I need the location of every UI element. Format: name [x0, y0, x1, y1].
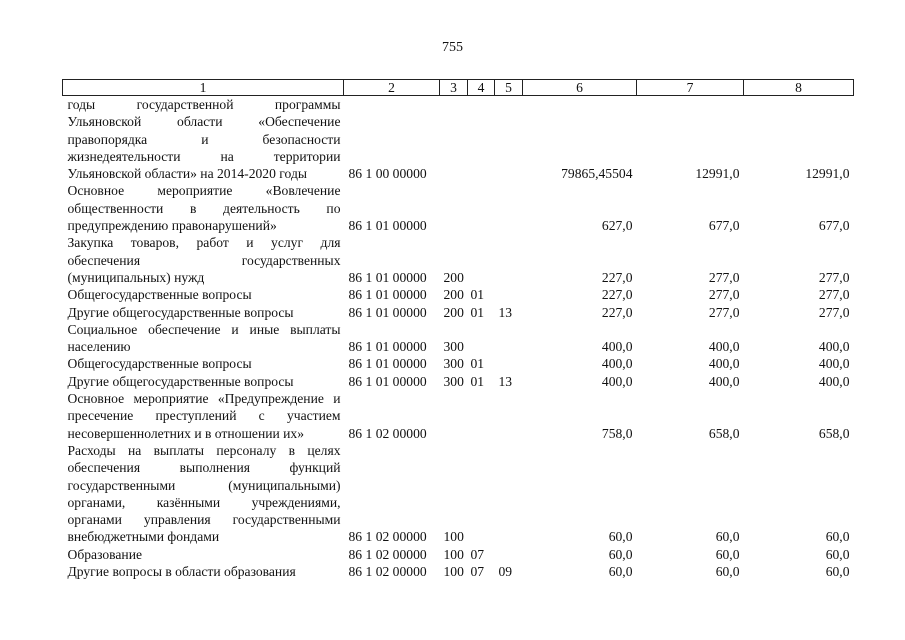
row-subsection	[495, 234, 523, 286]
row-name: Расходы на выплаты персоналу в целях обеспечения выполнения функций государственными (муниципальными) органами, казёнными учреждениями, органами управления государственными внебюджетными фондами	[67, 442, 341, 545]
row-subsection: 13	[498, 304, 513, 320]
row-amount-col8: 277,0	[818, 287, 850, 303]
page-number: 755	[442, 40, 463, 55]
row-name: Общегосударственные вопросы	[67, 356, 252, 372]
table-row	[63, 390, 854, 442]
row-section: 07	[470, 564, 485, 580]
row-amount-col7: 277,0	[708, 287, 740, 303]
row-amount-col7: 12991,0	[695, 166, 740, 182]
table-row	[63, 182, 854, 234]
row-target-code: 86 1 02 00000	[348, 546, 427, 562]
row-amount-col6: 400,0	[601, 339, 633, 355]
row-subsection: 13	[498, 373, 513, 389]
row-target-code: 86 1 01 00000	[348, 287, 427, 303]
row-amount-col6: 627,0	[601, 218, 633, 234]
row-expense-type: 300	[443, 339, 464, 355]
table-row	[63, 546, 854, 563]
row-section: 01	[470, 356, 485, 372]
row-subsection	[495, 355, 523, 372]
row-amount-col6: 79865,45504	[561, 166, 633, 182]
row-subsection	[495, 182, 523, 234]
row-subsection	[495, 390, 523, 442]
row-expense-type	[440, 182, 468, 234]
row-target-code: 86 1 02 00000	[348, 564, 427, 580]
row-expense-type: 100	[443, 546, 464, 562]
header-col-7: 7	[637, 80, 744, 96]
row-amount-col6: 400,0	[601, 373, 633, 389]
row-section	[468, 321, 495, 356]
header-col-4: 4	[468, 80, 495, 96]
row-expense-type: 200	[443, 287, 464, 303]
row-amount-col6: 758,0	[601, 425, 633, 441]
row-target-code: 86 1 01 00000	[348, 304, 427, 320]
table-row	[63, 304, 854, 321]
header-col-1: 1	[63, 80, 344, 96]
row-target-code: 86 1 00 00000	[348, 166, 427, 182]
table-row	[63, 373, 854, 390]
row-amount-col8: 277,0	[818, 304, 850, 320]
table-row	[63, 286, 854, 303]
row-section: 07	[470, 546, 485, 562]
row-target-code: 86 1 01 00000	[348, 339, 427, 355]
row-name: годы государственной программы Ульяновской области «Обеспечение правопорядка и безопасности жизнедеятельности на территории Ульяновской области» на 2014-2020 годы	[67, 97, 341, 182]
row-section	[468, 390, 495, 442]
row-name: Другие вопросы в области образования	[67, 564, 296, 580]
row-amount-col7: 60,0	[715, 564, 740, 580]
header-row	[63, 80, 854, 96]
row-subsection	[495, 96, 523, 183]
row-amount-col8: 277,0	[818, 269, 850, 285]
table-row	[63, 234, 854, 286]
row-target-code: 86 1 01 00000	[348, 356, 427, 372]
row-amount-col7: 60,0	[715, 529, 740, 545]
row-amount-col7: 677,0	[708, 218, 740, 234]
row-amount-col6: 400,0	[601, 356, 633, 372]
budget-table	[62, 79, 854, 580]
table-row	[63, 563, 854, 580]
row-amount-col8: 400,0	[818, 339, 850, 355]
header-col-2: 2	[344, 80, 440, 96]
row-section: 01	[470, 373, 485, 389]
row-subsection: 09	[498, 564, 513, 580]
row-amount-col7: 60,0	[715, 546, 740, 562]
row-expense-type: 300	[443, 356, 464, 372]
row-section	[468, 442, 495, 546]
row-amount-col7: 400,0	[708, 373, 740, 389]
row-name: Основное мероприятие «Вовлечение общественности в деятельность по предупреждению правонарушений»	[67, 183, 341, 234]
row-amount-col6: 227,0	[601, 304, 633, 320]
row-amount-col6: 60,0	[608, 564, 633, 580]
header-col-3: 3	[440, 80, 468, 96]
row-expense-type: 200	[443, 269, 464, 285]
row-section: 01	[470, 304, 485, 320]
header-col-8: 8	[744, 80, 854, 96]
row-section	[468, 234, 495, 286]
row-expense-type	[440, 96, 468, 183]
row-name: Закупка товаров, работ и услуг для обеспечения государственных (муниципальных) нужд	[67, 235, 341, 285]
row-expense-type	[440, 390, 468, 442]
row-subsection	[495, 442, 523, 546]
row-subsection	[495, 286, 523, 303]
row-amount-col7: 400,0	[708, 356, 740, 372]
row-amount-col7: 400,0	[708, 339, 740, 355]
row-amount-col8: 12991,0	[805, 166, 850, 182]
row-amount-col7: 277,0	[708, 304, 740, 320]
table-row	[63, 355, 854, 372]
row-subsection	[495, 321, 523, 356]
row-expense-type: 200	[443, 304, 464, 320]
table-body	[63, 96, 854, 581]
row-amount-col6: 227,0	[601, 269, 633, 285]
row-amount-col7: 658,0	[708, 425, 740, 441]
row-expense-type: 100	[443, 564, 464, 580]
row-expense-type: 100	[443, 529, 464, 545]
row-amount-col7: 277,0	[708, 269, 740, 285]
table-row	[63, 321, 854, 356]
row-amount-col6: 60,0	[608, 546, 633, 562]
row-amount-col8: 60,0	[825, 529, 850, 545]
row-amount-col8: 658,0	[818, 425, 850, 441]
table-row	[63, 96, 854, 183]
row-name: Другие общегосударственные вопросы	[67, 304, 294, 320]
row-subsection	[495, 546, 523, 563]
row-section	[468, 96, 495, 183]
row-target-code: 86 1 01 00000	[348, 218, 427, 234]
row-amount-col8: 60,0	[825, 546, 850, 562]
row-target-code: 86 1 02 00000	[348, 425, 427, 441]
row-amount-col8: 400,0	[818, 373, 850, 389]
row-amount-col6: 60,0	[608, 529, 633, 545]
row-expense-type: 300	[443, 373, 464, 389]
row-name: Социальное обеспечение и иные выплаты населению	[67, 321, 341, 355]
row-target-code: 86 1 02 00000	[348, 529, 427, 545]
row-name: Другие общегосударственные вопросы	[67, 373, 294, 389]
table-row	[63, 442, 854, 546]
row-name: Основное мероприятие «Предупреждение и пресечение преступлений с участием несовершеннолетних и в отношении их»	[67, 391, 341, 441]
row-amount-col8: 60,0	[825, 564, 850, 580]
row-target-code: 86 1 01 00000	[348, 373, 427, 389]
row-section: 01	[470, 287, 485, 303]
row-amount-col6: 227,0	[601, 287, 633, 303]
header-col-5: 5	[495, 80, 523, 96]
row-name: Образование	[67, 546, 143, 562]
header-col-6: 6	[523, 80, 637, 96]
row-section	[468, 182, 495, 234]
table-header	[63, 80, 854, 96]
row-target-code: 86 1 01 00000	[348, 269, 427, 285]
row-amount-col8: 677,0	[818, 218, 850, 234]
row-name: Общегосударственные вопросы	[67, 287, 252, 303]
row-amount-col8: 400,0	[818, 356, 850, 372]
